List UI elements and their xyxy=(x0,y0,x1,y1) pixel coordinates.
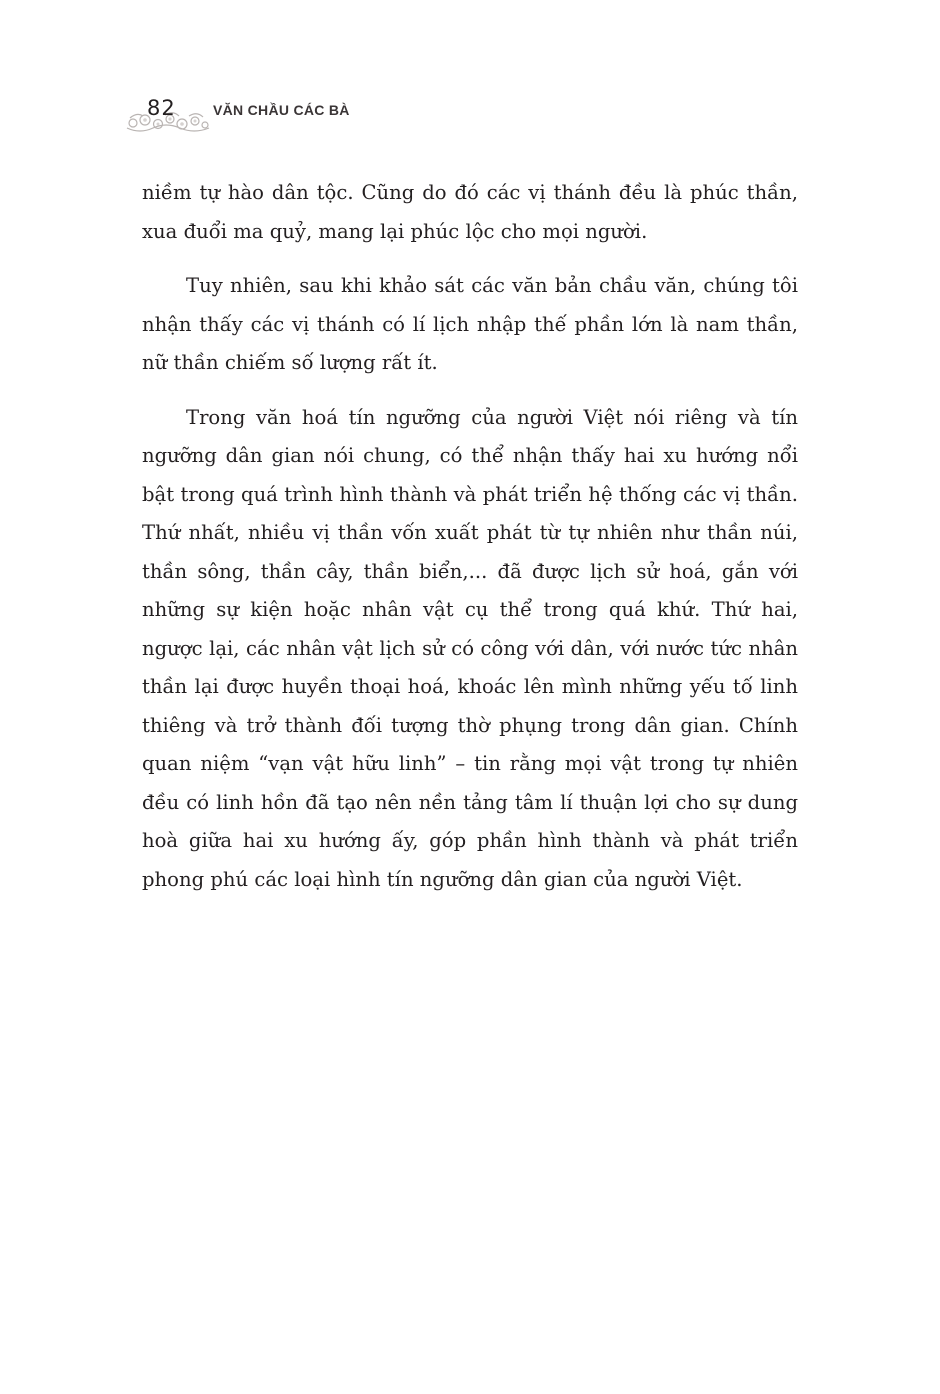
paragraph: niềm tự hào dân tộc. Cũng do đó các vị thánh đều là phúc thần, xua đuổi ma quỷ, mang lại phúc lộc cho mọi người. xyxy=(142,181,798,243)
page-number: 82 xyxy=(147,96,176,120)
paragraph: Trong văn hoá tín ngưỡng của người Việt nói riêng và tín ngưỡng dân gian nói chung, có thể nhận thấy hai xu hướng nổi bật trong quá trình hình thành và phát triển hệ thống các vị thần. Thứ nhất, nhiều vị thần vốn xuất phát từ tự nhiên như thần núi, thần sông, thần cây, thần biển,... đã được lịch sử hoá, gắn với những sự kiện hoặc nhân vật cụ thể trong quá khứ. Thứ hai, ngược lại, các nhân vật lịch sử có công với dân, với nước tức nhân thần lại được huyền thoại hoá, khoác lên mình những yếu tố linh thiêng và trở thành đối tượng thờ phụng trong dân gian. Chính quan niệm “vạn vật hữu linh” – tin rằng mọi vật trong tự nhiên đều có linh hồn đã tạo nên nền tảng tâm lí thuận lợi cho sự dung hoà giữa hai xu hướng ấy, góp phần hình thành và phát triển phong phú các loại hình tín ngưỡng dân gian của người Việt. xyxy=(142,405,798,891)
running-title: VĂN CHẦU CÁC BÀ xyxy=(213,102,350,118)
body-text xyxy=(142,174,798,915)
page-header xyxy=(125,92,425,136)
paragraph: Tuy nhiên, sau khi khảo sát các văn bản chầu văn, chúng tôi nhận thấy các vị thánh có lí lịch nhập thế phần lớn là nam thần, nữ thần chiếm số lượng rất ít. xyxy=(142,274,798,374)
